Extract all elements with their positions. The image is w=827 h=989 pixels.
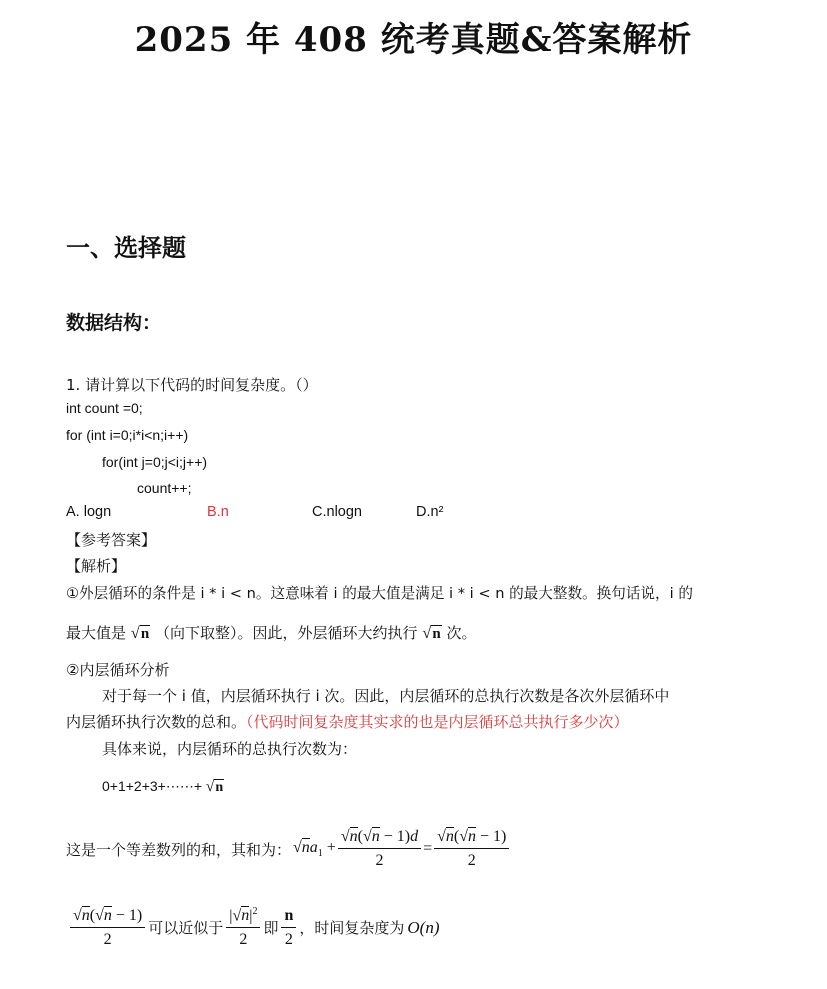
- sum-expression: [102, 778, 224, 796]
- code-line-4: count++;: [137, 480, 192, 496]
- option-c: C.nlogn: [312, 504, 362, 520]
- first-term-formula: $√na_1$ +: [293, 838, 336, 860]
- analysis-p1-text-a: 最大值是: [66, 624, 127, 642]
- analysis-p1-text-c: 次。: [446, 624, 477, 642]
- analysis-label: 【解析】: [66, 557, 127, 575]
- analysis-p2-title: ②内层循环分析: [66, 661, 170, 679]
- analysis-p2-line2: [66, 711, 629, 732]
- sqrt-n-formula: √n: [130, 623, 150, 642]
- sum-sqrt-n: √n: [205, 778, 224, 795]
- option-b: B.n: [207, 504, 229, 520]
- analysis-p5-c: ，时间复杂度为: [299, 919, 405, 938]
- series-sum-line: 这是一个等差数列的和，其和为： $√na_1$ + $\frac{√n(√n - 1)d}{2}$ = $\frac{√n(√n - 1)}{2}$: [66, 828, 509, 870]
- subsection-heading: 数据结构：: [66, 312, 162, 334]
- sum-fraction-2: $\frac{√n(√n - 1)}{2}$: [434, 828, 509, 870]
- option-d: D.n²: [416, 504, 444, 520]
- analysis-p3: 具体来说，内层循环的总执行次数为：: [102, 740, 358, 758]
- section-heading: 一、选择题: [66, 233, 186, 262]
- approx-fraction-3: $\frac{n}{2}$: [281, 907, 296, 949]
- question-stem: 1. 请计算以下代码的时间复杂度。（）: [66, 376, 318, 394]
- big-o-result: O(n): [407, 917, 440, 937]
- sqrt-n-formula-2: √n: [422, 623, 441, 642]
- analysis-p4: 这是一个等差数列的和，其和为：: [66, 840, 292, 859]
- approx-fraction-1: $\frac{√n(√n - 1)}{2}$: [70, 907, 145, 949]
- analysis-p2-red-note: （代码时间复杂度其实求的也是内层循环总共执行多少次）: [246, 713, 629, 731]
- analysis-p2-line1: 对于每一个 i 值，内层循环执行 i 次。因此，内层循环的总执行次数是各次外层循环中: [102, 687, 670, 705]
- analysis-p2-black: 内层循环执行次数的总和。: [66, 713, 247, 731]
- analysis-p1-line2: [66, 622, 476, 643]
- approximation-line: [70, 906, 440, 949]
- page-title: 2025 年 408 统考真题&答案解析: [134, 20, 693, 60]
- code-line-1: int count =0;: [66, 400, 143, 416]
- code-line-3: for(int j=0;j<i;j++): [102, 454, 208, 470]
- option-a: A. logn: [66, 504, 112, 520]
- analysis-p1-text-b: （向下取整）。因此，外层循环大约执行: [154, 624, 418, 642]
- answer-label: 【参考答案】: [66, 531, 157, 549]
- code-line-2: for (int i=0;i*i<n;i++): [66, 427, 189, 443]
- analysis-p5-b: 即: [263, 919, 279, 938]
- sum-expression-text: 0+1+2+3+⋯⋯+: [102, 778, 203, 794]
- sum-fraction-1: $\frac{√n(√n - 1)d}{2}$: [338, 828, 421, 870]
- analysis-p1-line1: ①外层循环的条件是 i * i < n。这意味着 i 的最大值是满足 i * i < n 的最大整数。换句话说，i 的: [66, 585, 693, 602]
- approx-fraction-2: $\frac{|√n|^2}{2}$: [226, 906, 260, 949]
- analysis-p5-a: 可以近似于: [148, 919, 224, 938]
